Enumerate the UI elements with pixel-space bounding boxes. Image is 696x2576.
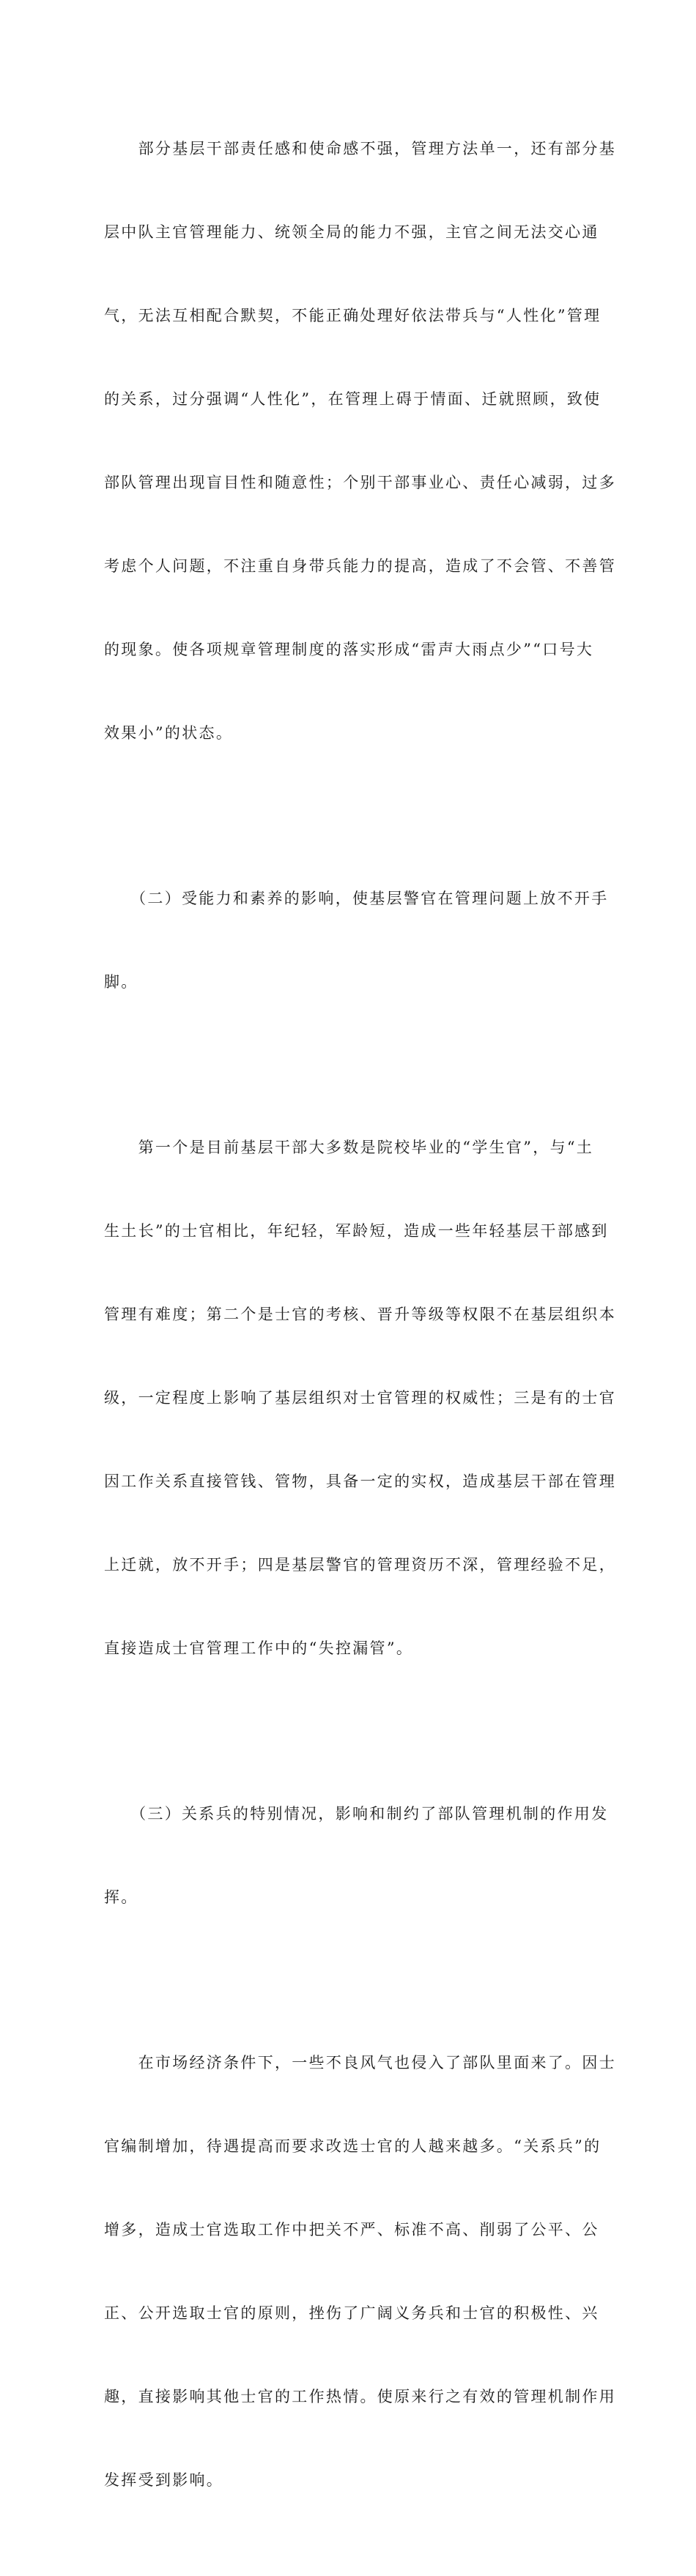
text-line: 部分基层干部责任感和使命感不强，管理方法单一，还有部分基 xyxy=(104,140,616,157)
text-line: 在市场经济条件下，一些不良风气也侵入了部队里面来了。因士 xyxy=(104,2054,616,2071)
text-line: 级，一定程度上影响了基层组织对士官管理的权威性；三是有的士官 xyxy=(104,1389,616,1407)
text-line: 气，无法互相配合默契，不能正确处理好依法带兵与“人性化”管理 xyxy=(104,307,601,324)
text-line: 脚。 xyxy=(104,973,138,991)
text-line: 管理有难度；第二个是士官的考核、晋升等级等权限不在基层组织本 xyxy=(104,1306,616,1323)
text-line: （二）受能力和素养的影响，使基层警官在管理问题上放不开手 xyxy=(104,890,609,907)
section-heading-2 xyxy=(104,829,609,1051)
paragraph-grassroots-cadres xyxy=(104,79,616,803)
text-line: 直接造成士官管理工作中的“失控漏管”。 xyxy=(104,1639,414,1657)
text-line: 的关系，过分强调“人性化”，在管理上碍于情面、迁就照顾，致使 xyxy=(104,390,601,408)
text-line: 的现象。使各项规章管理制度的落实形成“雷声大雨点少”“口号大 xyxy=(104,641,594,658)
text-line: 效果小”的状态。 xyxy=(104,724,234,742)
text-line: 官编制增加，待遇提高而要求改选士官的人越来越多。“关系兵”的 xyxy=(104,2137,601,2155)
document-page xyxy=(104,79,616,2576)
text-line: 考虑个人问题，不注重自身带兵能力的提高，造成了不会管、不善管 xyxy=(104,557,616,575)
text-line: 上迁就，放不开手；四是基层警官的管理资历不深，管理经验不足， xyxy=(104,1556,616,1574)
text-line: 挥。 xyxy=(104,1888,138,1906)
text-line: 发挥受到影响。 xyxy=(104,2471,224,2489)
section-heading-3 xyxy=(104,1744,609,1967)
text-line: 因工作关系直接管钱、管物，具备一定的实权，造成基层干部在管理 xyxy=(104,1473,616,1490)
text-line: 第一个是目前基层干部大多数是院校毕业的“学生官”，与“土 xyxy=(104,1139,594,1156)
paragraph-market-economy xyxy=(104,1993,616,2550)
text-line: 趣，直接影响其他士官的工作热情。使原来行之有效的管理机制作用 xyxy=(104,2388,616,2405)
text-line: 生土长”的士官相比，年纪轻，军龄短，造成一些年轻基层干部感到 xyxy=(104,1222,609,1240)
text-line: （三）关系兵的特别情况，影响和制约了部队管理机制的作用发 xyxy=(104,1805,609,1823)
text-line: 增多，造成士官选取工作中把关不严、标准不高、削弱了公平、公 xyxy=(104,2221,599,2238)
text-line: 正、公开选取士官的原则，挫伤了广阔义务兵和士官的积极性、兴 xyxy=(104,2304,599,2322)
paragraph-ability-factors xyxy=(104,1078,616,1718)
text-line: 层中队主官管理能力、统领全局的能力不强，主官之间无法交心通 xyxy=(104,223,599,241)
text-line: 部队管理出现盲目性和随意性；个别干部事业心、责任心减弱，过多 xyxy=(104,474,616,491)
